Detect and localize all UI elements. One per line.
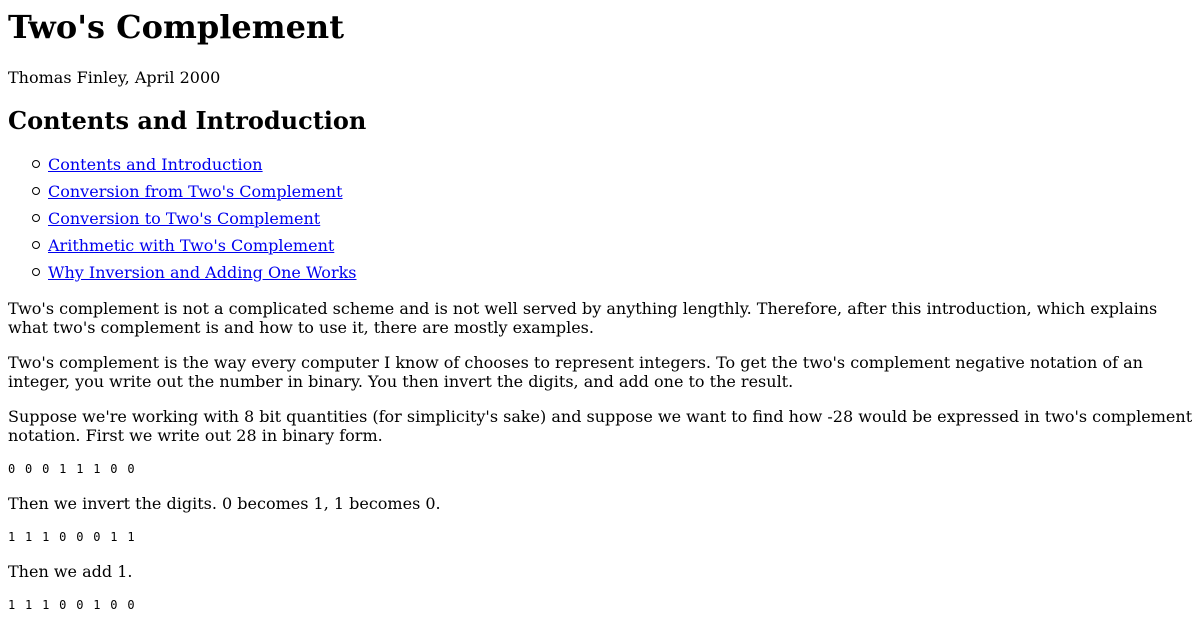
intro-paragraph: Two's complement is not a complicated scheme and is not well served by anything lengthly. Therefore, after this introduction, which explains what two's complement is and how to use it, there are mostly examples. (8, 299, 1158, 337)
toc-item (48, 236, 357, 263)
toc-link-contents-and-introduction[interactable]: Contents and Introduction (48, 155, 263, 174)
author-byline: Thomas Finley, April 2000 (8, 68, 221, 87)
table-of-contents (8, 155, 357, 290)
toc-link-conversion-to-twos-complement[interactable]: Conversion to Two's Complement (48, 209, 321, 228)
binary-28: 0 0 0 1 1 1 0 0 (8, 462, 136, 476)
toc-item (48, 182, 357, 209)
binary-inverted: 1 1 1 0 0 0 1 1 (8, 530, 136, 544)
definition-paragraph: Two's complement is the way every computer I know of chooses to represent integers. To get the two's complement negative notation of an integer, you write out the number in binary. You then invert the digits, and add one to the result. (8, 353, 1143, 391)
invert-paragraph: Then we invert the digits. 0 becomes 1, 1 becomes 0. (8, 494, 441, 513)
toc-link-why-inversion-and-adding-one-works[interactable]: Why Inversion and Adding One Works (48, 263, 357, 282)
toc-item (48, 155, 357, 182)
example-paragraph: Suppose we're working with 8 bit quantities (for simplicity's sake) and suppose we want to find how -28 would be expressed in two's complement notation. First we write out 28 in binary form. (8, 407, 1193, 445)
toc-link-arithmetic-with-twos-complement[interactable]: Arithmetic with Two's Complement (48, 236, 335, 255)
toc-link-conversion-from-twos-complement[interactable]: Conversion from Two's Complement (48, 182, 343, 201)
page-title: Two's Complement (8, 8, 344, 46)
binary-result: 1 1 1 0 0 1 0 0 (8, 598, 136, 612)
section-heading: Contents and Introduction (8, 106, 367, 135)
add-one-paragraph: Then we add 1. (8, 562, 133, 581)
toc-item (48, 263, 357, 290)
toc-item (48, 209, 357, 236)
